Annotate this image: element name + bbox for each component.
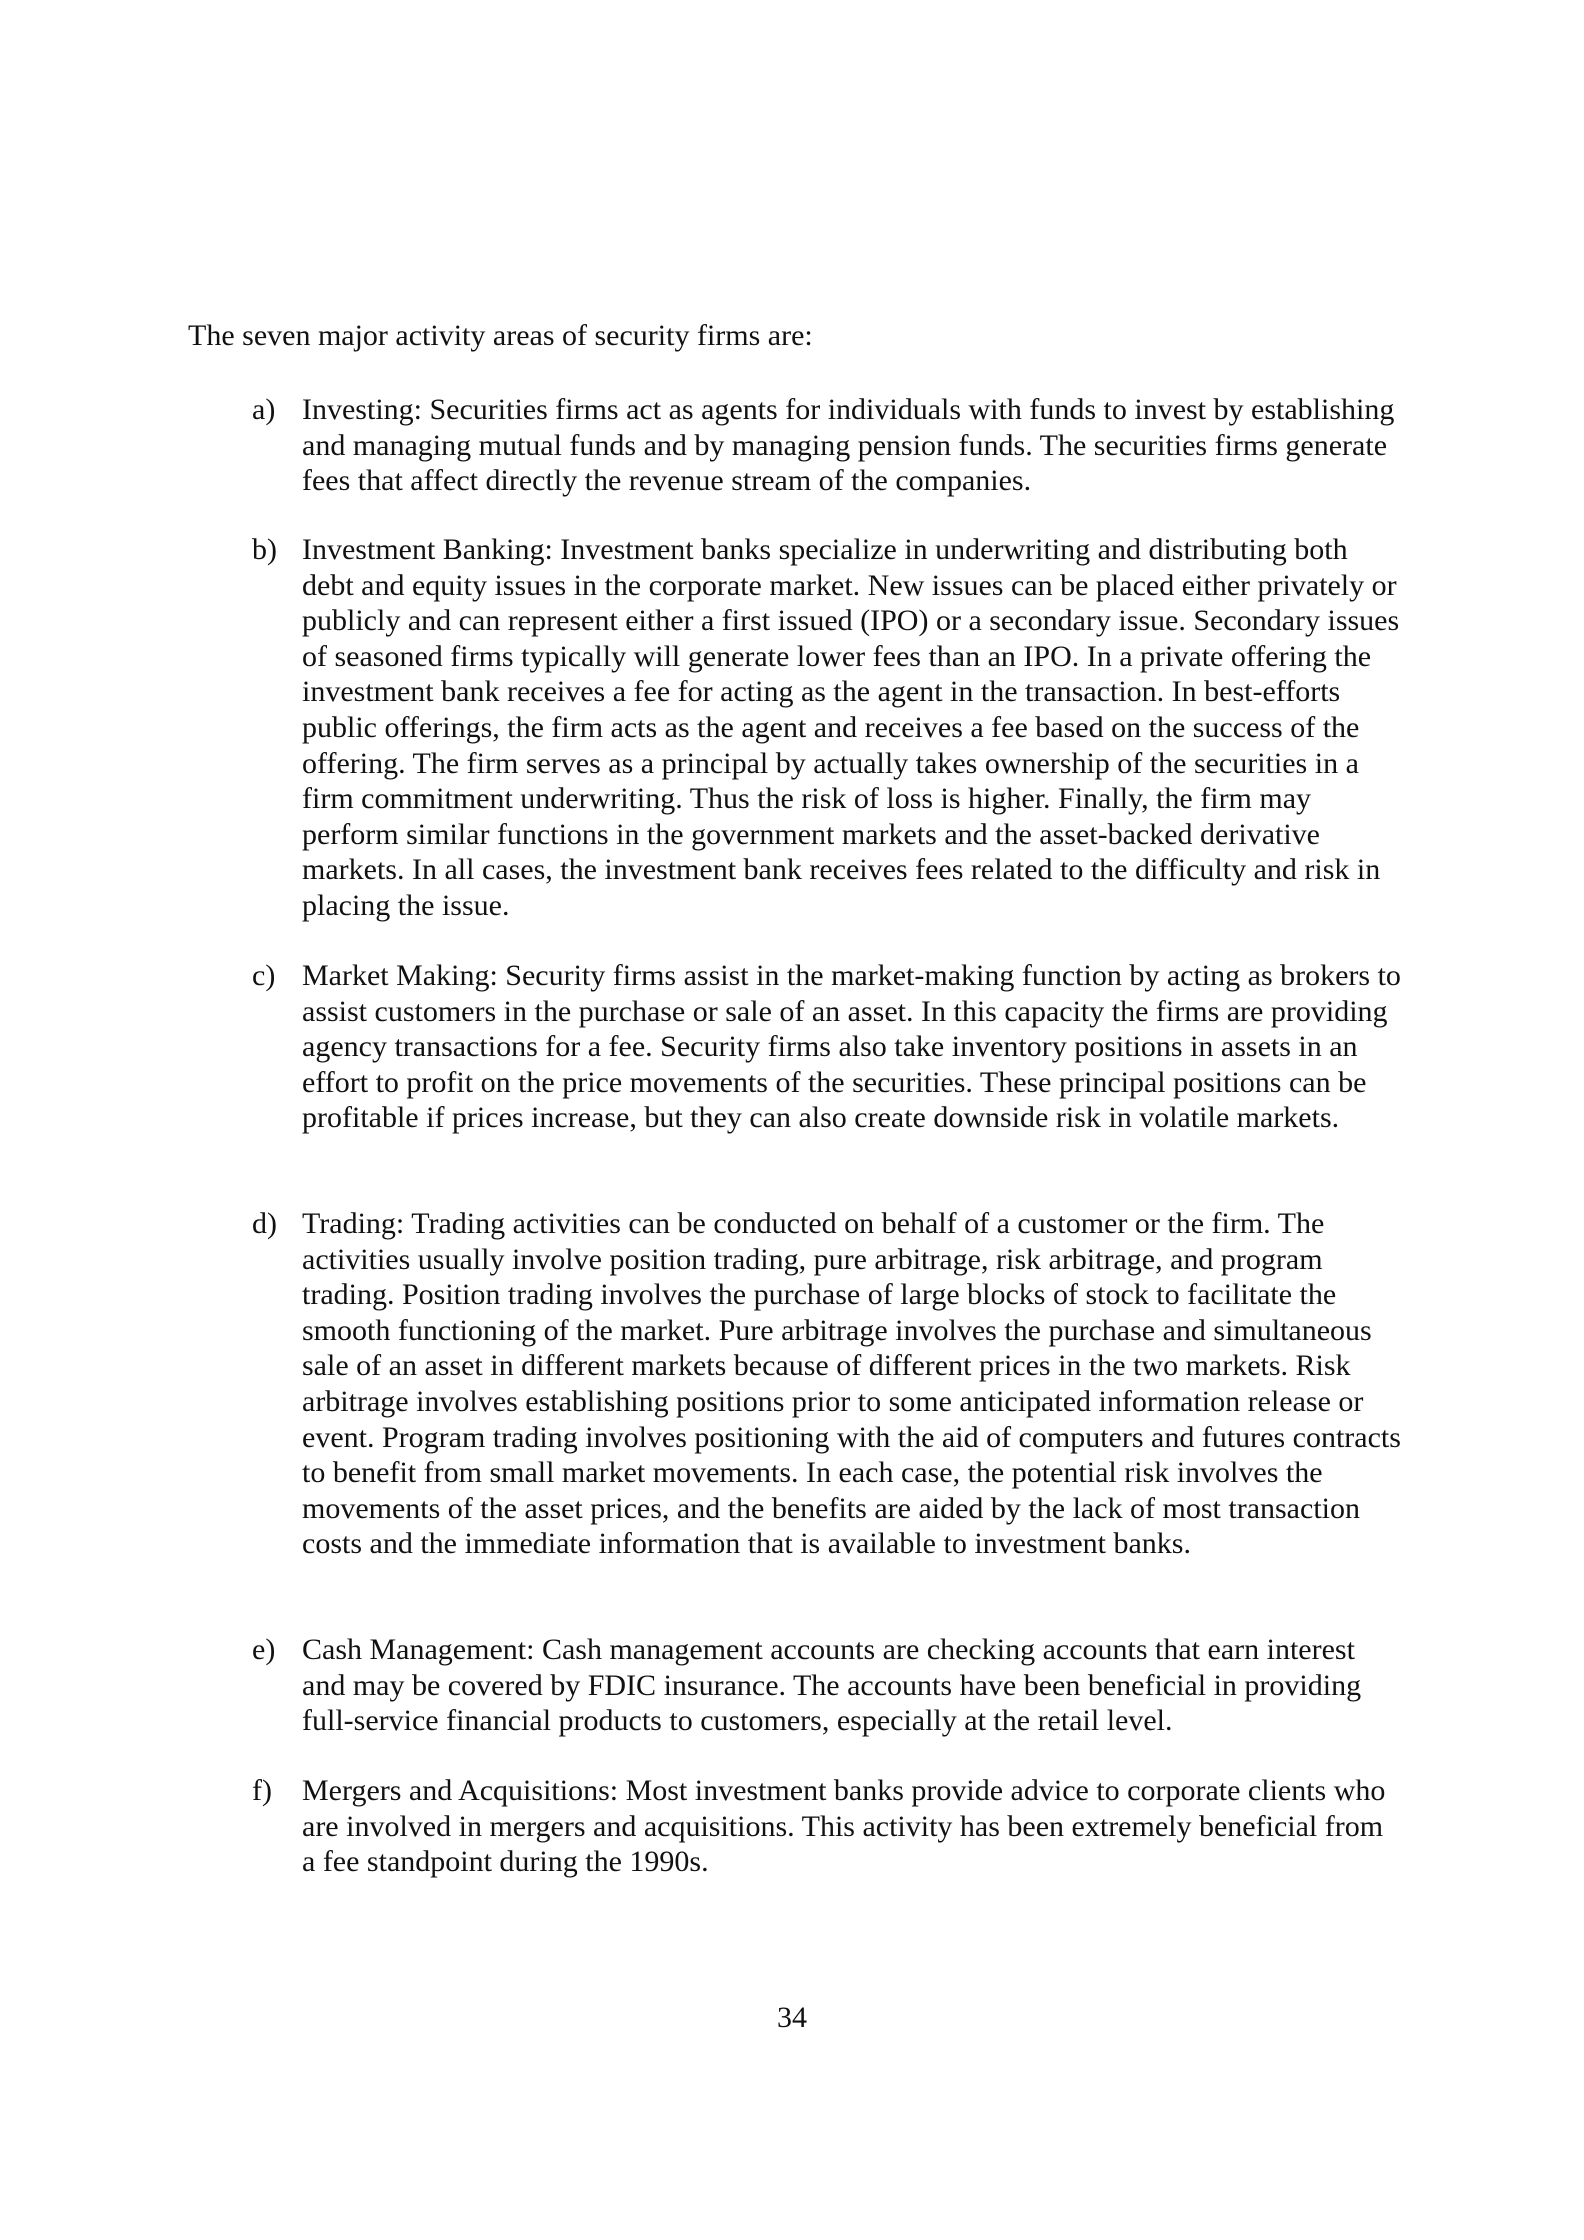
list-marker-f: f) (252, 1774, 272, 1807)
list-item-trading (252, 1206, 1402, 1562)
list-item-mergers-acquisitions (252, 1773, 1402, 1880)
list-item-investing (252, 392, 1402, 499)
list-marker-d: d) (252, 1207, 277, 1240)
page-number: 34 (777, 2001, 807, 2034)
list-item-text-market-making: Market Making: Security firms assist in the market-making function by acting as brokers to assist customers in the purchase or sale of an asset. In this capacity the firms are providing agency transactions for a fee. Security firms also take inventory positions in assets in an effort to profit on the price movements of the securities. These principal positions can be profitable if prices increase, but they can also create downside risk in volatile markets. (302, 959, 1401, 1135)
list-marker-b: b) (252, 533, 277, 566)
list-item-market-making (252, 958, 1402, 1136)
list-item-text-investing: Investing: Securities firms act as agents for individuals with funds to invest by establishing and managing mutual funds and by managing pension funds. The securities firms generate fees that affect directly the revenue stream of the companies. (302, 393, 1395, 498)
list-item-text-mergers-acquisitions: Mergers and Acquisitions: Most investment banks provide advice to corporate clients who are involved in mergers and acquisitions. This activity has been extremely beneficial from a fee standpoint during the 1990s. (302, 1774, 1386, 1879)
list-item-text-cash-management: Cash Management: Cash management accounts are checking accounts that earn interest and may be covered by FDIC insurance. The accounts have been beneficial in providing full-service financial products to customers, especially at the retail level. (302, 1633, 1362, 1738)
list-item-text-trading: Trading: Trading activities can be conducted on behalf of a customer or the firm. The activities usually involve position trading, pure arbitrage, risk arbitrage, and program trading. Position trading involves the purchase of large blocks of stock to facilitate the smooth functioning of the market. Pure arbitrage involves the purchase and simultaneous sale of an asset in different markets because of different prices in the two markets. Risk arbitrage involves establishing positions prior to some anticipated information release or event. Program trading involves positioning with the aid of computers and futures contracts to benefit from small market movements. In each case, the potential risk involves the movements of the asset prices, and the benefits are aided by the lack of most transaction costs and the immediate information that is available to investment banks. (302, 1207, 1401, 1561)
list-marker-e: e) (252, 1633, 276, 1666)
list-item-investment-banking (252, 532, 1402, 924)
list-marker-c: c) (252, 959, 276, 992)
list-item-text-investment-banking: Investment Banking: Investment banks specialize in underwriting and distributing both debt and equity issues in the corporate market. New issues can be placed either privately or publicly and can represent either a first issued (IPO) or a secondary issue. Secondary issues of seasoned firms typically will generate lower fees than an IPO. In a private offering the investment bank receives a fee for acting as the agent in the transaction. In best-efforts public offerings, the firm acts as the agent and receives a fee based on the success of the offering. The firm serves as a principal by actually takes ownership of the securities in a firm commitment underwriting. Thus the risk of loss is higher. Finally, the firm may perform similar functions in the government markets and the asset-backed derivative markets. In all cases, the investment bank receives fees related to the difficulty and risk in placing the issue. (302, 533, 1400, 922)
intro-paragraph: The seven major activity areas of security firms are: (188, 319, 813, 352)
list-marker-a: a) (252, 393, 276, 426)
list-item-cash-management (252, 1632, 1402, 1739)
